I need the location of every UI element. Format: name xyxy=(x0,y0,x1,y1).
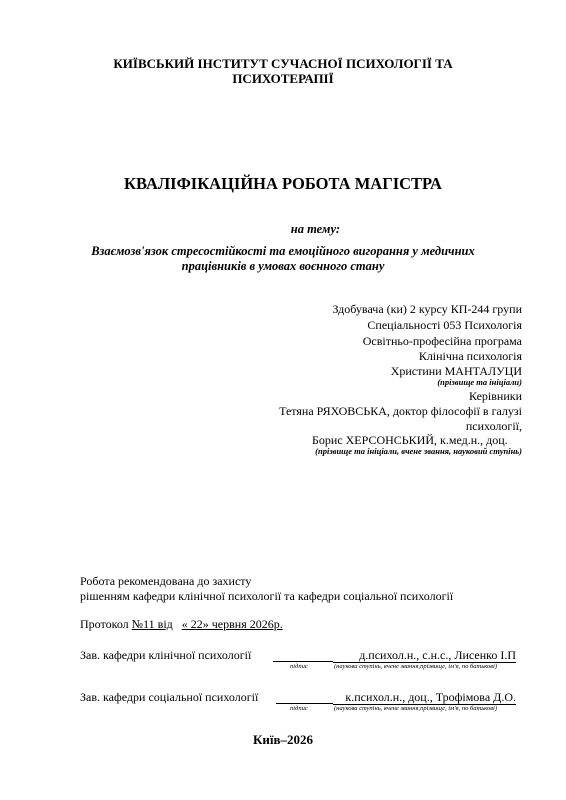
head-clinical-value: д.психол.н., с.н.с., Лисенко І.П xyxy=(333,648,516,663)
student-specialty: Спеціальності 053 Психологія xyxy=(367,318,522,332)
head-social-caption: (наукова ступінь, вчене звання,прізвище, ім'я, по батькові) xyxy=(334,705,497,712)
topic-label: на тему: xyxy=(290,222,340,236)
head-clinical-signature-line xyxy=(273,661,333,662)
protocol-number: №11 від xyxy=(131,617,173,631)
head-social-signature-line xyxy=(276,703,333,704)
student-name-caption: (прізвище та ініціали) xyxy=(437,377,522,387)
student-course: Здобувача (ки) 2 курсу КП-244 групи xyxy=(332,302,522,316)
institute-name-line2: ПСИХОТЕРАПІЇ xyxy=(232,71,334,86)
head-social-value: к.психол.н., доц., Трофімова Д.О. xyxy=(333,690,516,705)
city-year: Київ–2026 xyxy=(252,732,314,747)
supervisors-label: Керівники xyxy=(469,389,522,403)
head-clinical-label: Зав. кафедри клінічної психології xyxy=(80,648,252,662)
student-name: Христини МАНТАЛУЦИ xyxy=(390,364,522,378)
head-clinical-sign-caption: підпис xyxy=(290,663,308,670)
student-program: Освітньо-професійна програма xyxy=(362,334,522,348)
protocol-line xyxy=(80,617,283,631)
work-type-title: КВАЛІФІКАЦІЙНА РОБОТА МАГІСТРА xyxy=(124,174,442,193)
recommendation-line2: рішенням кафедри клінічної психології та кафедри соціальної психології xyxy=(80,589,454,603)
supervisor-2: Борис ХЕРСОНСЬКИЙ, к.мед.н., доц. xyxy=(312,433,508,447)
student-program-name: Клінічна психологія xyxy=(418,349,522,363)
institute-name-line1: КИЇВСЬКИЙ ІНСТИТУТ СУЧАСНОЇ ПСИХОЛОГІЇ ТА xyxy=(113,56,453,71)
head-social-label: Зав. кафедри соціальної психології xyxy=(80,690,259,704)
supervisors-caption: (прізвище та ініціали, вчене звання, науковий ступінь) xyxy=(315,446,522,456)
recommendation-line1: Робота рекомендована до захисту xyxy=(80,574,252,588)
supervisor-1: Тетяна РЯХОВСЬКА, доктор філософії в галузі xyxy=(279,404,522,418)
topic-line2: працівників в умовах воєнного стану xyxy=(181,259,385,273)
supervisor-1-field: психології, xyxy=(465,419,522,433)
protocol-prefix: Протокол xyxy=(80,617,129,631)
protocol-date: « 22» червня 2026р. xyxy=(181,617,283,631)
head-social-sign-caption: підпис xyxy=(290,705,308,712)
topic-line1: Взаємозв'язок стресостійкості та емоційного вигорання у медичних xyxy=(91,244,475,258)
head-clinical-caption: (наукова ступінь, вчене звання,прізвище, ім'я, по батькові) xyxy=(334,663,497,670)
